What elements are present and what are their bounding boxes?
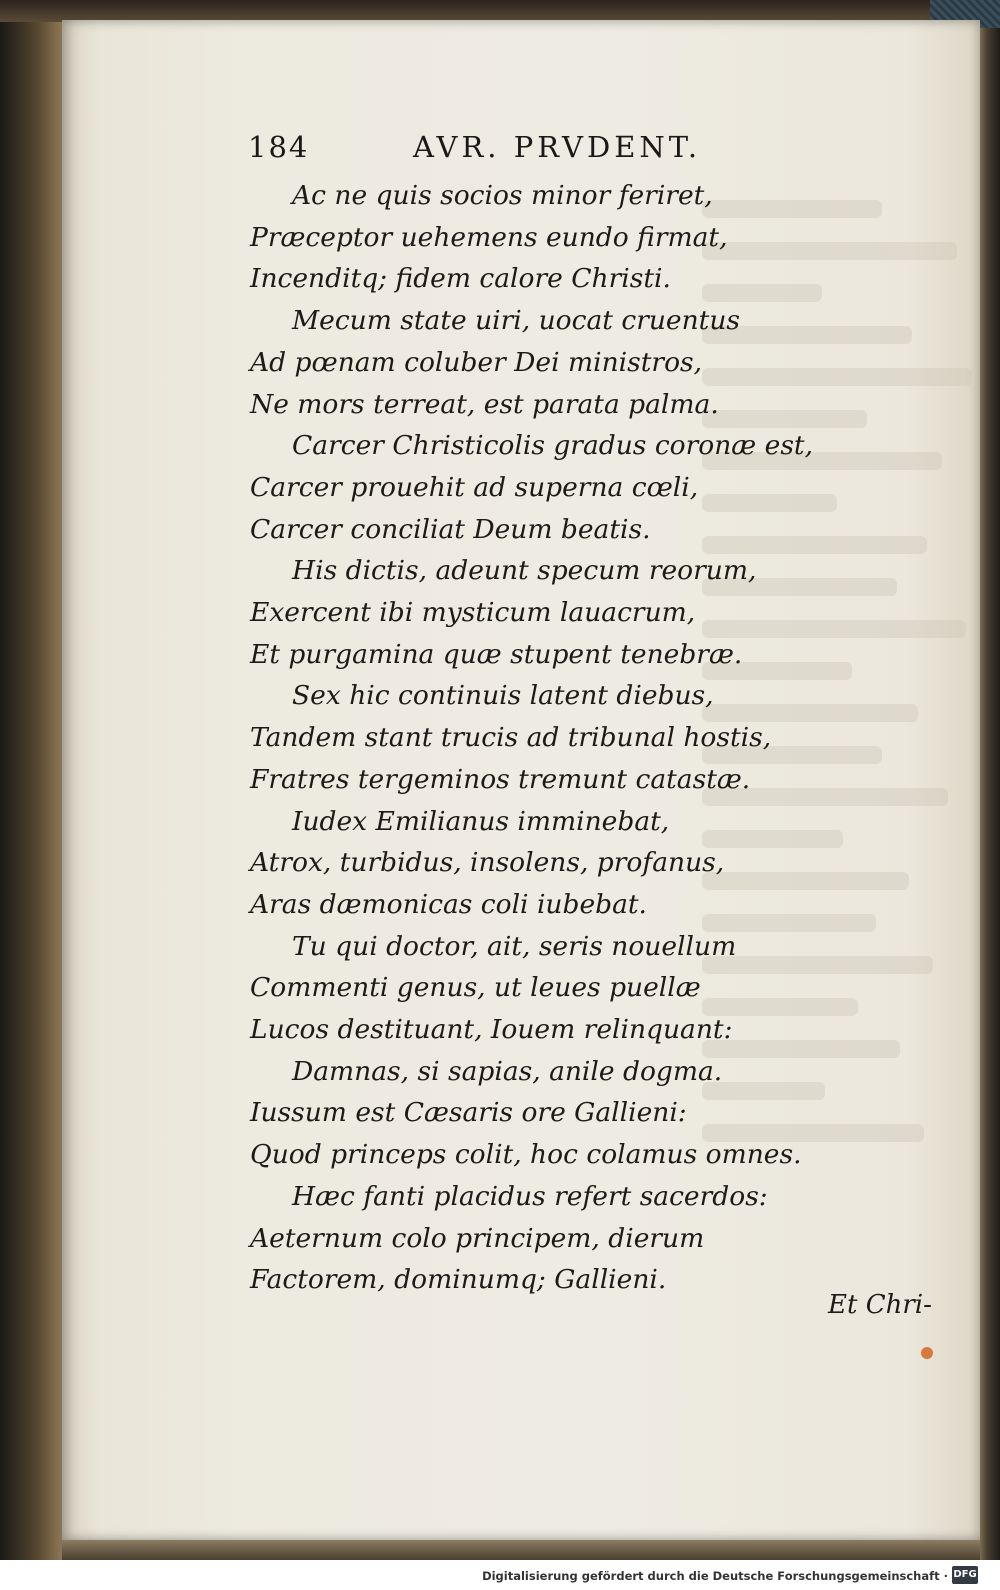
page-number: 184 bbox=[248, 130, 310, 164]
verse-block bbox=[250, 175, 813, 1301]
verse-line: Factorem, dominumq; Gallieni. bbox=[250, 1264, 667, 1296]
verse-line: Carcer prouehit ad superna cœli, bbox=[250, 471, 699, 503]
verse-line: Ad pœnam coluber Dei ministros, bbox=[250, 346, 703, 378]
verse-line: Quod princeps colit, hoc colamus omnes. bbox=[250, 1139, 802, 1171]
verse-line: Lucos destituant, Iouem relinquant: bbox=[250, 1014, 733, 1046]
verse-line: Tu qui doctor, ait, seris nouellum bbox=[292, 930, 737, 962]
book-top-edge bbox=[0, 0, 1000, 22]
funding-credit: Digitalisierung gefördert durch die Deutsche Forschungsgemeinschaft · bbox=[482, 1569, 948, 1583]
verse-line: Incenditq; fidem calore Christi. bbox=[250, 263, 671, 295]
verse-line: Carcer Christicolis gradus coronæ est, bbox=[292, 430, 813, 462]
verse-line: Aras dæmonicas coli iubebat. bbox=[250, 888, 647, 920]
verse-line: Ac ne quis socios minor feriret, bbox=[292, 180, 713, 211]
catchword: Et Chri- bbox=[828, 1290, 932, 1320]
verse-line: Hæc fanti placidus refert sacerdos: bbox=[292, 1180, 768, 1212]
verse-line: Atrox, turbidus, insolens, profanus, bbox=[250, 847, 725, 879]
funding-credit-text: Digitalisierung gefördert durch die Deutsche Forschungsgemeinschaft bbox=[482, 1569, 940, 1583]
verse-line: Tandem stant trucis ad tribunal hostis, bbox=[250, 722, 772, 754]
verse-line: Commenti genus, ut leues puellæ bbox=[250, 972, 701, 1004]
verse-line: Iudex Emilianus imminebat, bbox=[292, 805, 670, 837]
verse-line: Carcer conciliat Deum beatis. bbox=[250, 513, 651, 545]
verse-line: Et purgamina quæ stupent tenebræ. bbox=[250, 638, 743, 670]
dfg-logo: DFG bbox=[952, 1566, 978, 1584]
verse-line: Aeternum colo principem, dierum bbox=[250, 1222, 705, 1254]
verse-line: Mecum state uiri, uocat cruentus bbox=[292, 305, 740, 337]
verse-line: Præceptor uehemens eundo firmat, bbox=[250, 221, 728, 253]
verse-line: Sex hic continuis latent diebus, bbox=[292, 680, 714, 712]
ink-stain bbox=[921, 1347, 933, 1359]
verse-line: Exercent ibi mysticum lauacrum, bbox=[250, 597, 696, 629]
verse-line: Fratres tergeminos tremunt catastæ. bbox=[250, 763, 751, 795]
verse-line: Ne mors terreat, est parata palma. bbox=[250, 388, 719, 420]
page-bottom-edge bbox=[62, 1540, 980, 1560]
verse-line: Iussum est Cæsaris ore Gallieni: bbox=[250, 1097, 687, 1129]
running-head: AVR. PRVDENT. bbox=[413, 130, 702, 164]
verse-line: His dictis, adeunt specum reorum, bbox=[292, 555, 757, 587]
verse-line: Damnas, si sapias, anile dogma. bbox=[292, 1055, 723, 1087]
book-binding-edge bbox=[0, 0, 70, 1560]
